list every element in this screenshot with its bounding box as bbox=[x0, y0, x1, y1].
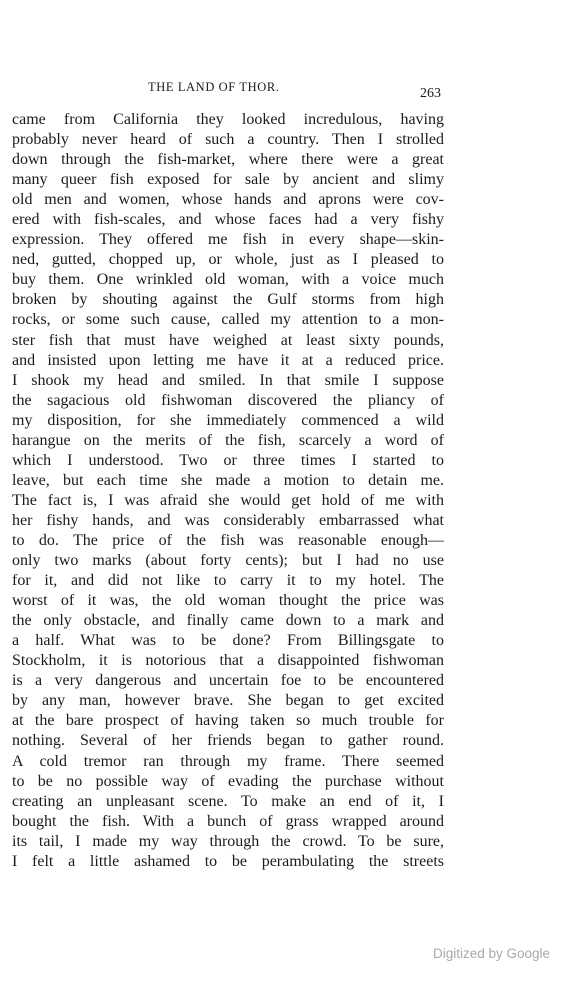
text-line: the sagacious old fishwoman discovered the pliancy of bbox=[12, 391, 444, 409]
text-line: buy them. One wrinkled old woman, with a voice much bbox=[12, 271, 444, 289]
text-line: leave, but each time she made a motion to detain me. bbox=[12, 471, 444, 489]
text-line: probably never heard of such a country. Then I strolled bbox=[12, 131, 444, 149]
text-line: to do. The price of the fish was reasonable enough— bbox=[12, 531, 444, 549]
page-number: 263 bbox=[420, 86, 441, 101]
text-line: my disposition, for she immediately commenced a wild bbox=[12, 411, 444, 429]
text-line: worst of it was, the old woman thought the price was bbox=[12, 592, 444, 610]
text-line: expression. They offered me fish in every shape—skin- bbox=[12, 231, 444, 249]
text-line: The fact is, I was afraid she would get hold of me with bbox=[12, 491, 444, 509]
text-line: the only obstacle, and finally came down to a mark and bbox=[12, 612, 444, 630]
text-line: broken by shouting against the Gulf storms from high bbox=[12, 291, 444, 309]
text-line: down through the fish-market, where there were a great bbox=[12, 151, 444, 169]
text-line: a half. What was to be done? From Billingsgate to bbox=[12, 632, 444, 650]
text-line: nothing. Several of her friends began to gather round. bbox=[12, 732, 444, 750]
text-line: Stockholm, it is notorious that a disappointed fishwoman bbox=[12, 652, 444, 670]
text-line: for it, and did not like to carry it to my hotel. The bbox=[12, 572, 444, 590]
text-line: rocks, or some such cause, called my attention to a mon- bbox=[12, 311, 444, 329]
text-line: by any man, however brave. She began to get excited bbox=[12, 692, 444, 710]
text-line: its tail, I made my way through the crowd. To be sure, bbox=[12, 832, 444, 850]
text-line: to be no possible way of evading the purchase without bbox=[12, 772, 444, 790]
text-line: ered with fish-scales, and whose faces had a very fishy bbox=[12, 211, 444, 229]
text-line: harangue on the merits of the fish, scarcely a word of bbox=[12, 431, 444, 449]
text-line: creating an unpleasant scene. To make an end of it, I bbox=[12, 792, 444, 810]
running-head: THE LAND OF THOR. bbox=[148, 80, 280, 94]
text-line: many queer fish exposed for sale by ancient and slimy bbox=[12, 171, 444, 189]
text-line: her fishy hands, and was considerably embarrassed what bbox=[12, 511, 444, 529]
text-line: A cold tremor ran through my frame. There seemed bbox=[12, 752, 444, 770]
text-line: I shook my head and smiled. In that smile I suppose bbox=[12, 371, 444, 389]
body-text bbox=[12, 110, 444, 872]
text-line: ned, gutted, chopped up, or whole, just as I pleased to bbox=[12, 251, 444, 269]
text-line: at the bare prospect of having taken so much trouble for bbox=[12, 712, 444, 730]
text-line: is a very dangerous and uncertain foe to be encountered bbox=[12, 672, 444, 690]
text-line: which I understood. Two or three times I started to bbox=[12, 451, 444, 469]
text-line: bought the fish. With a bunch of grass wrapped around bbox=[12, 812, 444, 830]
digitization-watermark: Digitized by Google bbox=[433, 946, 551, 961]
text-line: and insisted upon letting me have it at a reduced price. bbox=[12, 351, 444, 369]
text-line: I felt a little ashamed to be perambulating the streets bbox=[12, 852, 444, 870]
text-line: only two marks (about forty cents); but I had no use bbox=[12, 552, 444, 570]
text-line: came from California they looked incredulous, having bbox=[12, 111, 444, 128]
text-line: old men and women, whose hands and aprons were cov- bbox=[12, 191, 444, 209]
text-line: ster fish that must have weighed at least sixty pounds, bbox=[12, 331, 444, 349]
